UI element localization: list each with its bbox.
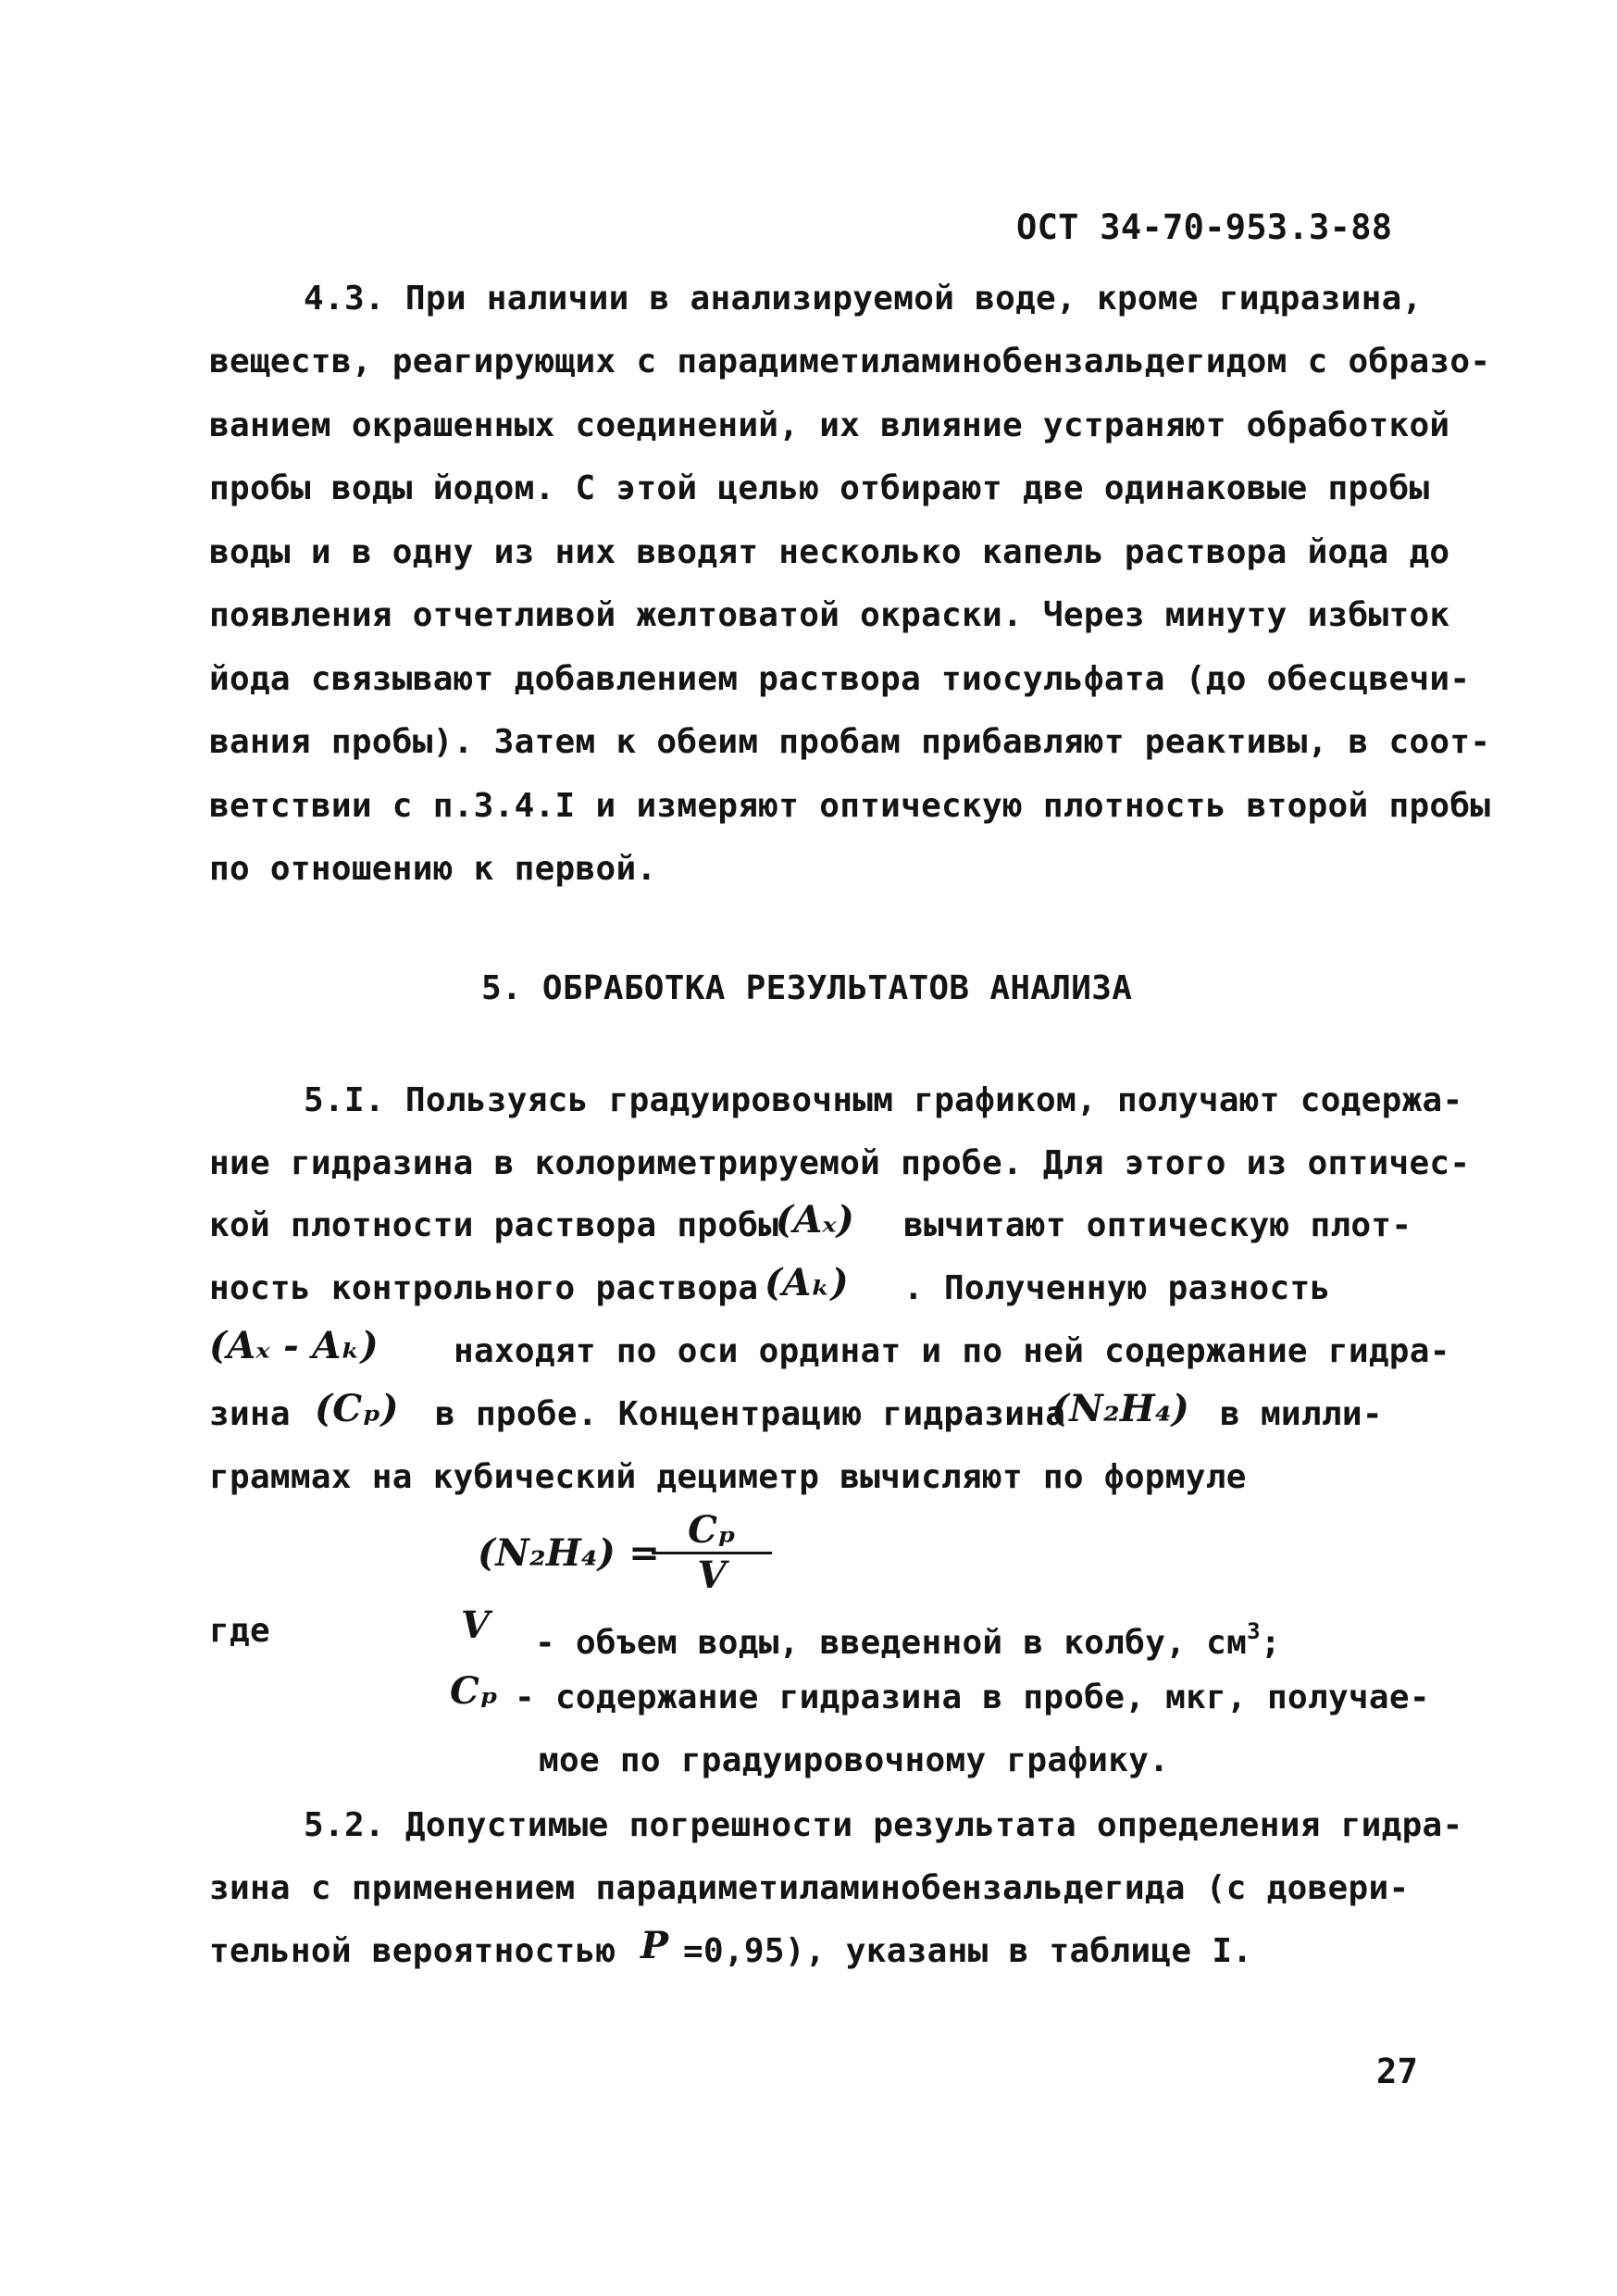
text-line: ние гидразина в колориметрируемой пробе. Для этого из оптичес- [209, 1144, 1471, 1182]
v-description [535, 1609, 1281, 1666]
formula-lhs: (N₂H₄) = [478, 1531, 661, 1575]
text-line: кой плотности раствора пробы [209, 1206, 779, 1244]
formula-denominator: V [697, 1554, 727, 1597]
page-number: 27 [1376, 2052, 1419, 2091]
text-line: зина с применением парадиметиламинобензальдегида (с довери- [209, 1869, 1410, 1907]
text-line: тельной вероятностью [209, 1932, 616, 1970]
document-code: ОСТ 34-70-953.3-88 [1016, 207, 1393, 247]
text-line: 4.3. При наличии в анализируемой воде, кроме гидразина, [304, 280, 1423, 318]
v-description-end: ; [1260, 1624, 1281, 1662]
text-line: 5.I. Пользуясь градуировочным графиком, получают содержа- [304, 1081, 1463, 1119]
text-line: ванием окрашенных соединений, их влияние устраняют обработкой [209, 406, 1450, 444]
text-line: зина [209, 1395, 291, 1433]
text-line: =0,95), указаны в таблице I. [683, 1932, 1253, 1970]
n2h4-symbol: (N₂H₄) [1051, 1387, 1190, 1430]
formula-fraction [652, 1508, 772, 1597]
text-line: по отношению к первой. [209, 850, 657, 888]
ax-symbol: (Aₓ) [776, 1198, 855, 1242]
text-line: появления отчетливой желтоватой окраски. Через минуту избыток [209, 596, 1450, 634]
v-symbol: V [461, 1603, 491, 1647]
formula-numerator: Cₚ [688, 1508, 736, 1552]
text-line: ность контрольного раствора [209, 1269, 759, 1307]
text-line: 5.2. Допустимые погрешности результата определения гидра- [304, 1806, 1463, 1844]
where-label: где [209, 1612, 270, 1650]
text-line: вычитают оптическую плот- [903, 1206, 1412, 1244]
v-description-text: - объем воды, введенной в колбу, см [535, 1624, 1248, 1662]
difference-symbol: (Aₓ - Aₖ) [209, 1324, 379, 1367]
text-line: пробы воды йодом. С этой целью отбирают две одинаковые пробы [209, 469, 1430, 507]
text-line: воды и в одну из них вводят несколько капель раствора йода до [209, 533, 1450, 571]
cp-description: - содержание гидразина в пробе, мкг, получае- [515, 1678, 1430, 1716]
text-line: вания пробы). Затем к обеим пробам прибавляют реактивы, в соот- [209, 723, 1491, 761]
section-heading: 5. ОБРАБОТКА РЕЗУЛЬТАТОВ АНАЛИЗА [481, 969, 1133, 1007]
unit-exponent: 3 [1247, 1618, 1261, 1644]
text-line: йода связывают добавлением раствора тиосульфата (до обесцвечи- [209, 660, 1471, 698]
p-symbol: P [641, 1924, 669, 1967]
cp-symbol: (Cₚ) [315, 1387, 399, 1430]
text-line: в пробе. Концентрацию гидразина [435, 1395, 1066, 1433]
text-line: . Полученную разность [903, 1269, 1331, 1307]
text-line: в милли- [1220, 1395, 1383, 1433]
text-line: граммах на кубический дециметр вычисляют по формуле [209, 1458, 1247, 1496]
ak-symbol: (Aₖ) [765, 1261, 850, 1304]
text-line: находят по оси ординат и по ней содержание гидра- [454, 1332, 1450, 1370]
text-line: веществ, реагирующих с парадиметиламинобензальдегидом с образо- [209, 343, 1491, 381]
cp-description-cont: мое по градуировочному графику. [539, 1741, 1170, 1779]
text-line: ветствии с п.3.4.I и измеряют оптическую плотность второй пробы [209, 787, 1491, 825]
cp-symbol: Cₚ [450, 1669, 499, 1713]
